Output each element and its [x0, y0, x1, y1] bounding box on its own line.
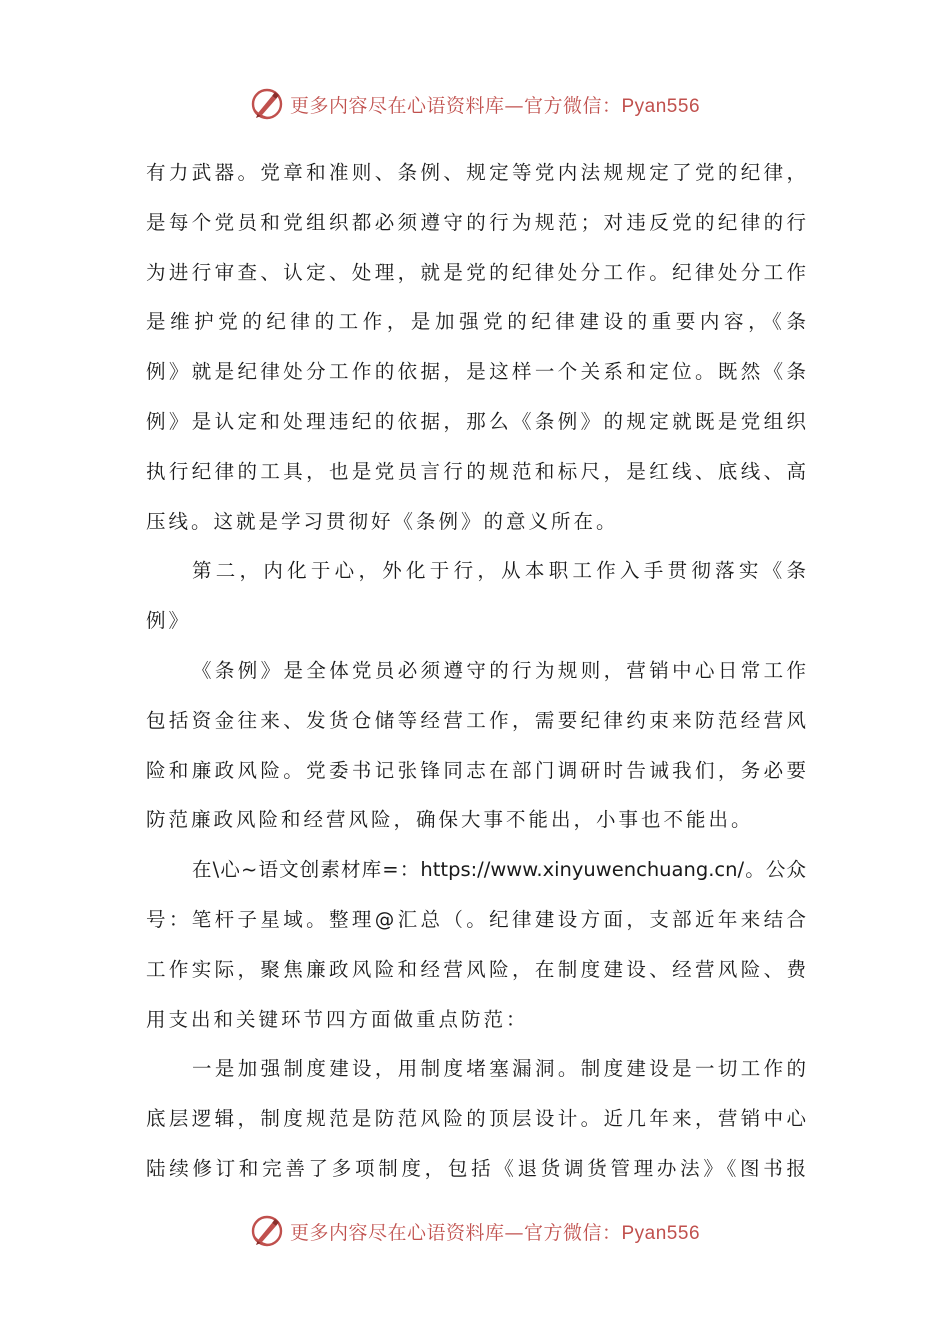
body-line-7: 执行纪律的工具，也是党员言行的规范和标尺，是红线、底线、高: [146, 459, 806, 483]
section-heading-line-2: 例》: [146, 609, 192, 633]
body-line-5: 例》就是纪律处分工作的依据，是这样一个关系和定位。既然《条: [146, 360, 806, 384]
document-body: [146, 148, 806, 1194]
pen-logo-icon: [250, 1214, 284, 1248]
body-line-8: 压线。这就是学习贯彻好《条例》的意义所在。: [146, 509, 619, 533]
header-banner-text: 更多内容尽在心语资料库—官方微信：Pyan556: [289, 94, 701, 117]
body-line-17: 工作实际，聚焦廉政风险和经营风险，在制度建设、经营风险、费: [146, 957, 806, 981]
body-line-2: 是每个党员和党组织都必须遵守的行为规范；对违反党的纪律的行: [146, 210, 806, 234]
section-heading-line-1: 第二，内化于心，外化于行，从本职工作入手贯彻落实《条: [192, 559, 806, 583]
footer-banner-text: 更多内容尽在心语资料库—官方微信：Pyan556: [289, 1221, 701, 1244]
body-line-4: 是维护党的纪律的工作，是加强党的纪律建设的重要内容，《条: [146, 310, 806, 334]
body-line-21: 陆续修订和完善了多项制度，包括《退货调货管理办法》《图书报: [146, 1156, 806, 1180]
header-banner-id: Pyan556: [621, 95, 701, 117]
body-line-11: 《条例》是全体党员必须遵守的行为规则，营销中心日常工作: [192, 658, 806, 682]
body-line-6: 例》是认定和处理违纪的依据，那么《条例》的规定就既是党组织: [146, 409, 806, 433]
body-line-12: 包括资金往来、发货仓储等经营工作，需要纪律约束来防范经营风: [146, 708, 806, 732]
body-line-14: 防范廉政风险和经营风险，确保大事不能出，小事也不能出。: [146, 808, 754, 832]
footer-banner-id: Pyan556: [621, 1222, 701, 1244]
body-line-3: 为进行审查、认定、处理，就是党的纪律处分工作。纪律处分工作: [146, 260, 806, 284]
footer-banner: [0, 1211, 950, 1251]
body-line-16: 号：笔杆子星域。整理@汇总（。纪律建设方面，支部近年来结合: [146, 907, 806, 931]
body-line-18: 用支出和关键环节四方面做重点防范：: [146, 1007, 529, 1031]
body-line-13: 险和廉政风险。党委书记张锋同志在部门调研时告诫我们，务必要: [146, 758, 806, 782]
body-line-1: 有力武器。党章和准则、条例、规定等党内法规规定了党的纪律，: [146, 161, 806, 184]
body-line-19: 一是加强制度建设，用制度堵塞漏洞。制度建设是一切工作的: [192, 1057, 806, 1081]
header-banner: [0, 84, 950, 124]
pen-logo-icon: [250, 87, 284, 121]
source-note-line-1: 在\心~语文创素材库=：https://www.xinyuwenchuang.cn/。公众: [192, 858, 806, 882]
body-line-20: 底层逻辑，制度规范是防范风险的顶层设计。近几年来，营销中心: [146, 1107, 806, 1131]
